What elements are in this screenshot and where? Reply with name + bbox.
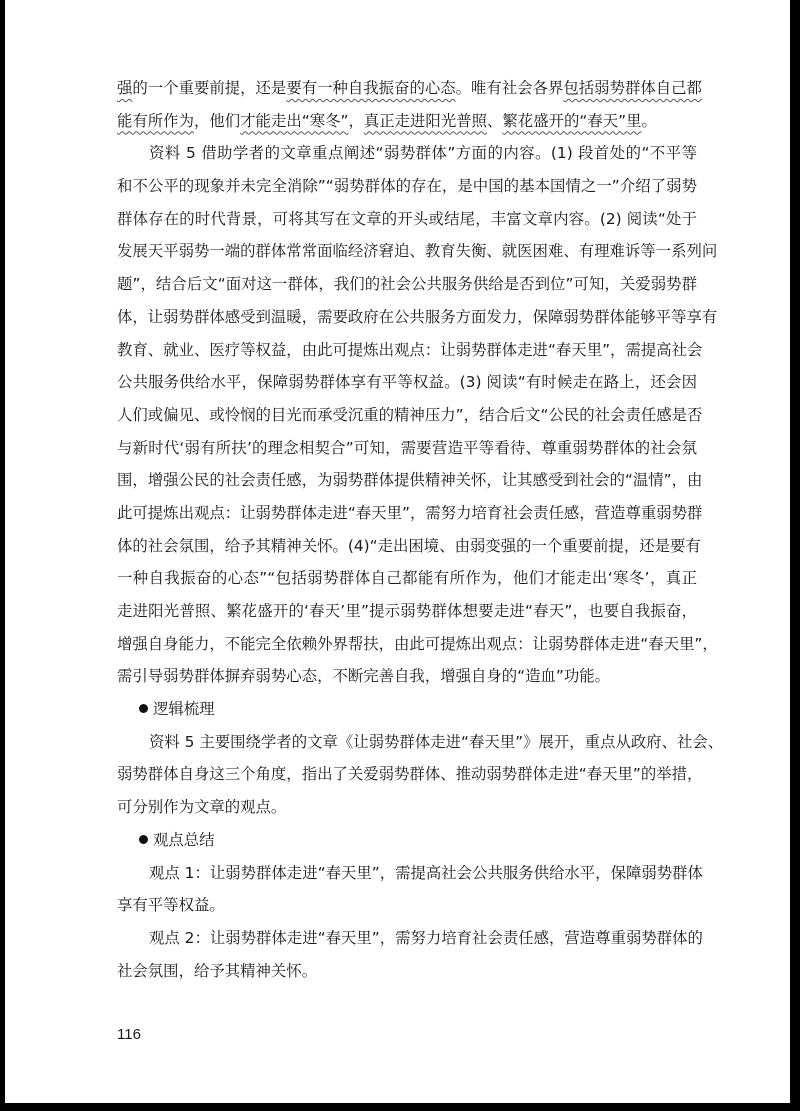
underlined-text: 强 bbox=[117, 79, 133, 97]
paragraph-line: 人们或偏见、或怜悯的目光而承受沉重的精神压力”，结合后文“公民的社会责任感是否 bbox=[117, 405, 703, 424]
analysis-paragraph bbox=[117, 137, 718, 693]
paragraph-line: 需引导弱势群体摒弃弱势心态，不断完善自我，增强自身的“造血”功能。 bbox=[117, 667, 611, 686]
bullet-dot-icon bbox=[139, 704, 148, 713]
bullet-dot-icon bbox=[139, 835, 148, 844]
paragraph-line: 观点 2：让弱势群体走进“春天里”，需努力培育社会责任感，营造尊重弱势群体的 bbox=[149, 928, 703, 947]
paragraph-line: 体的社会氛围，给予其精神关怀。(4)“走出困境、由弱变强的一个重要前提，还是要有 bbox=[117, 536, 701, 555]
page-number: 116 bbox=[117, 1026, 141, 1043]
paragraph-line: 体，让弱势群体感受到温暖，需要政府在公共服务方面发力，保障弱势群体能够平等享有 bbox=[117, 307, 718, 326]
paragraph-line: 可分别作为文章的观点。 bbox=[117, 798, 287, 817]
paragraph-line: 享有平等权益。 bbox=[117, 896, 225, 915]
section-heading-text: 逻辑梳理 bbox=[153, 700, 215, 719]
section-heading-summary bbox=[117, 824, 697, 857]
paragraph-line: 发展天平弱势一端的群体常常面临经济窘迫、教育失衡、就医困难、有理难诉等一系列问 bbox=[117, 242, 718, 261]
summary-point-2 bbox=[117, 922, 703, 987]
paragraph-line: 社会氛围，给予其精神关怀。 bbox=[117, 961, 318, 980]
paragraph-line: 公共服务供给水平，保障弱势群体享有平等权益。(3) 阅读“有时候走在路上，还会因 bbox=[117, 373, 697, 392]
paragraph-line: 题”，结合后文“面对这一群体，我们的社会公共服务供给是否到位”可知，关爱弱势群 bbox=[117, 275, 697, 294]
text-segment: ，他们 bbox=[193, 111, 241, 130]
paragraph-line: 与新时代‘弱有所扶’的理念相契合”可知，需要营造平等看待、尊重弱势群体的社会氛 bbox=[117, 438, 697, 457]
underlined-text: 包括弱势群体自己都 bbox=[563, 79, 702, 97]
text-segment: 、 bbox=[487, 111, 503, 130]
document-page bbox=[5, 0, 790, 1103]
text-segment: 。唯有社会各界 bbox=[455, 79, 564, 97]
text-segment: 的一个重要前提，还是 bbox=[132, 79, 287, 97]
text-segment: 。 bbox=[641, 111, 657, 130]
continuation-line-2 bbox=[117, 105, 697, 138]
paragraph-line: 教育、就业、医疗等权益，由此可提炼出观点：让弱势群体走进“春天里”，需提高社会 bbox=[117, 340, 703, 359]
underlined-text: 要有一种自我振奋的心态 bbox=[286, 79, 456, 97]
section-heading-logic bbox=[117, 693, 697, 726]
paragraph-line: 观点 1：让弱势群体走进“春天里”，需提高社会公共服务供给水平，保障弱势群体 bbox=[149, 863, 703, 882]
paragraph-line: 走进阳光普照、繁花盛开的‘春天’里”提示弱势群体想要走进“春天”，也要自我振奋， bbox=[117, 602, 697, 620]
logic-paragraph bbox=[117, 726, 724, 824]
paragraph-line: 群体存在的时代背景，可将其写在文章的开头或结尾，丰富文章内容。(2) 阅读“处于 bbox=[117, 209, 697, 228]
underlined-text: 能有所作为 bbox=[117, 111, 194, 130]
paragraph-line: 此可提炼出观点：让弱势群体走进“春天里”，需努力培育社会责任感，营造尊重弱势群 bbox=[117, 503, 703, 522]
summary-point-1 bbox=[117, 857, 703, 922]
paragraph-line: 资料 5 借助学者的文章重点阐述“弱势群体”方面的内容。(1) 段首处的“不平等 bbox=[149, 144, 697, 163]
section-heading-text: 观点总结 bbox=[153, 830, 215, 849]
underlined-text: 繁花盛开的“春天”里 bbox=[502, 111, 642, 130]
paragraph-line: 增强自身能力，不能完全依赖外界帮扶，由此可提炼出观点：让弱势群体走进“春天里”， bbox=[117, 634, 718, 653]
text-segment: ， bbox=[348, 111, 364, 130]
paragraph-line: 弱势群体自身这三个角度，指出了关爱弱势群体、推动弱势群体走进“春天里”的举措， bbox=[117, 765, 703, 784]
underlined-text: 才能走出“寒冬” bbox=[240, 111, 349, 130]
page-body-text bbox=[117, 72, 724, 987]
underlined-text: 真正走进阳光普照 bbox=[363, 111, 487, 130]
paragraph-line: 资料 5 主要围绕学者的文章《让弱势群体走进“春天里”》展开，重点从政府、社会、 bbox=[149, 732, 724, 751]
continuation-line-1 bbox=[117, 72, 702, 105]
paragraph-line: 围，增强公民的社会责任感，为弱势群体提供精神关怀，让其感受到社会的“温情”，由 bbox=[117, 471, 703, 490]
paragraph-line: 和不公平的现象并未完全消除”“弱势群体的存在，是中国的基本国情之一”介绍了弱势 bbox=[117, 177, 697, 196]
paragraph-line: 一种自我振奋的心态”“包括弱势群体自己都能有所作为，他们才能走出‘寒冬’，真正 bbox=[117, 569, 697, 588]
